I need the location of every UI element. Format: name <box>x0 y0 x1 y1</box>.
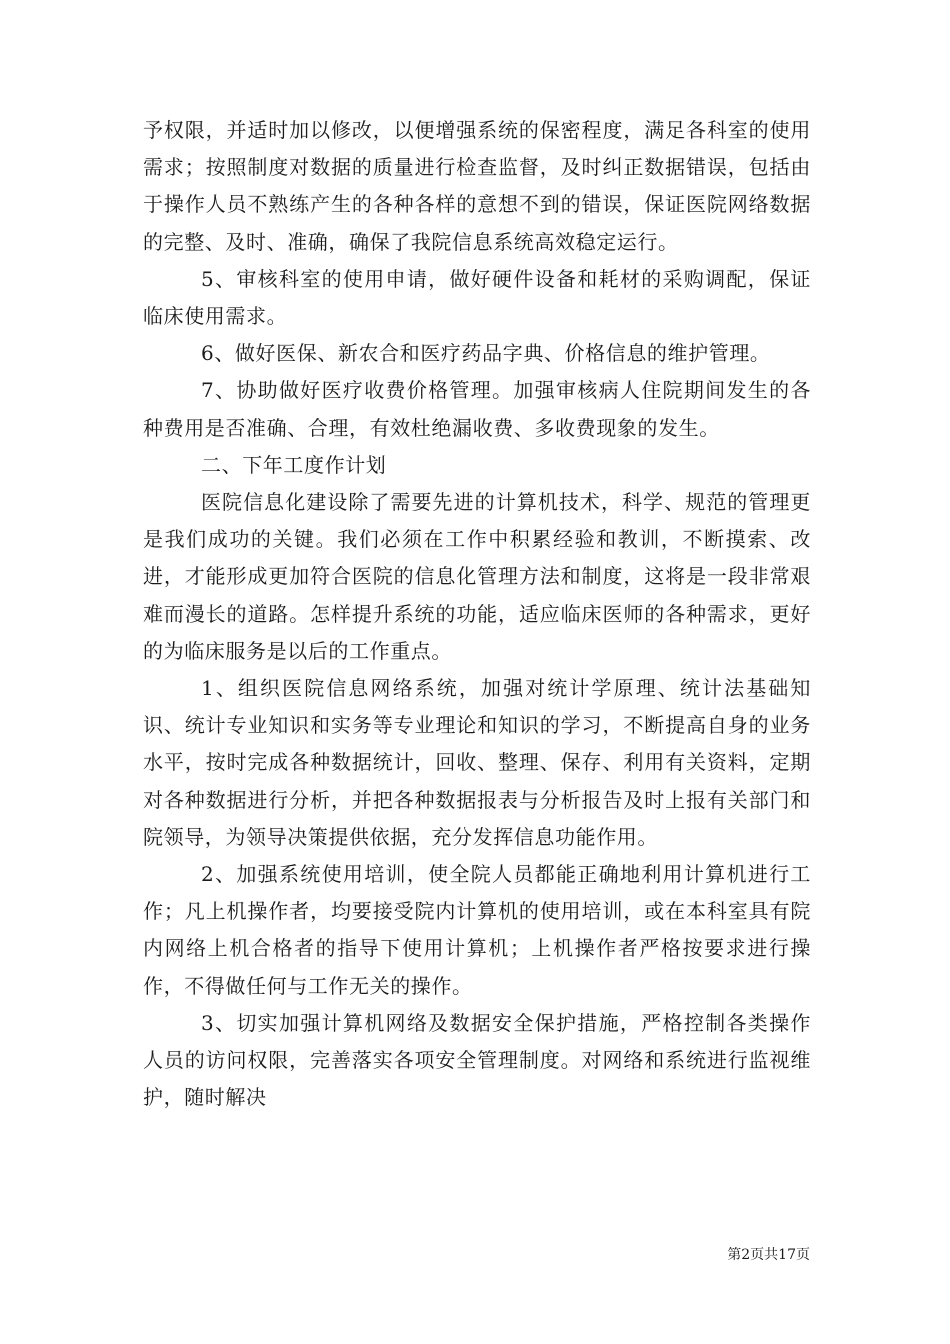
document-body <box>143 112 811 1116</box>
paragraph-continued: 予权限，并适时加以修改，以便增强系统的保密程度，满足各科室的使用需求；按照制度对数据的质量进行检查监督，及时纠正数据错误，包括由于操作人员不熟练产生的各种各样的意想不到的错误，保证医院网络数据的完整、及时、准确，确保了我院信息系统高效稳定运行。 <box>143 118 811 254</box>
paragraph-intro: 医院信息化建设除了需要先进的计算机技术，科学、规范的管理更是我们成功的关键。我们必须在工作中积累经验和教训，不断摸索、改进，才能形成更加符合医院的信息化管理方法和制度，这将是一段非常艰难而漫长的道路。怎样提升系统的功能，适应临床医师的各种需求，更好的为临床服务是以后的工作重点。 <box>143 490 811 663</box>
section-heading: 二、下年工度作计划 <box>201 452 387 477</box>
page-number-footer: 第2页共17页 <box>727 1247 810 1263</box>
paragraph-item-5: 5、审核科室的使用申请，做好硬件设备和耗材的采购调配，保证临床使用需求。 <box>143 266 811 329</box>
paragraph-item-7: 7、协助做好医疗收费价格管理。加强审核病人住院期间发生的各种费用是否准确、合理，有效杜绝漏收费、多收费现象的发生。 <box>143 378 811 440</box>
paragraph-item-6: 6、做好医保、新农合和医疗药品字典、价格信息的维护管理。 <box>201 341 771 366</box>
paragraph-plan-3: 3、切实加强计算机网络及数据安全保护措施，严格控制各类操作人员的访问权限，完善落实各项安全管理制度。对网络和系统进行监视维护，随时解决 <box>143 1010 811 1110</box>
paragraph-plan-1: 1、组织医院信息网络系统，加强对统计学原理、统计法基础知识、统计专业知识和实务等专业理论和知识的学习，不断提高自身的业务水平，按时完成各种数据统计，回收、整理、保存、利用有关资料，定期对各种数据进行分析，并把各种数据报表与分析报告及时上报有关部门和院领导，为领导决策提供依据，充分发挥信息功能作用。 <box>143 676 811 849</box>
paragraph-plan-2: 2、加强系统使用培训，使全院人员都能正确地利用计算机进行工作；凡上机操作者，均要接受院内计算机的使用培训，或在本科室具有院内网络上机合格者的指导下使用计算机；上机操作者严格按要求进行操作，不得做任何与工作无关的操作。 <box>143 862 811 998</box>
